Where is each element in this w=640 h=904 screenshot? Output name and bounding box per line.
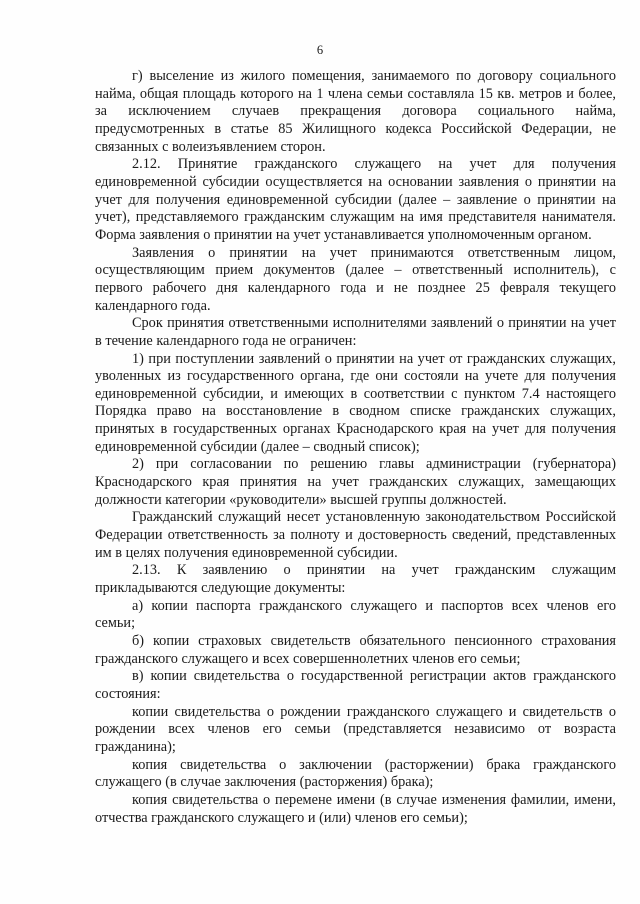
paragraph-marriage-certificate: копия свидетельства о заключении (расторжении) брака гражданского служащего (в случае заключения (расторжения) брака);: [95, 756, 616, 791]
paragraph-case-2: 2) при согласовании по решению главы администрации (губернатора) Краснодарского края принятия на учет гражданских служащих, замещающих должности категории «руководители» высшей группы должностей.: [95, 456, 616, 508]
paragraph-name-change-certificate: копия свидетельства о перемене имени (в случае изменения фамилии, имени, отчества гражданского служащего и (или) членов его семьи);: [95, 791, 616, 826]
paragraph-application-acceptance: Заявления о принятии на учет принимаются ответственным лицом, осуществляющим прием документов (далее – ответственный исполнитель), с первого рабочего дня календарного года и не позднее 25 февраля текущего календарного года.: [95, 244, 616, 314]
paragraph-acceptance-term: Срок принятия ответственными исполнителями заявлений о принятии на учет в течение календарного года не ограничен:: [95, 315, 616, 349]
paragraph-birth-certificates: копии свидетельства о рождении гражданского служащего и свидетельств о рождении всех членов его семьи (представляется независимо от возраста гражданина);: [95, 703, 616, 755]
paragraph-case-1: 1) при поступлении заявлений о принятии на учет от гражданских служащих, уволенных из государственного органа, где они состояли на учете для получения единовременной субсидии, и имеющих в соответствии с пунктом 7.4 настоящего Порядка право на восстановление в сводном списке гражданских служащих, принятых в государственных органах Краснодарского края на учет для получения единовременной субсидии (далее – сводный список);: [95, 350, 616, 455]
paragraph-item-b: б) копии страховых свидетельств обязательного пенсионного страхования гражданского служащего и всех совершеннолетних членов его семьи;: [95, 633, 616, 667]
paragraph-item-a: а) копии паспорта гражданского служащего и паспортов всех членов его семьи;: [95, 597, 616, 632]
paragraph-item-v: в) копии свидетельства о государственной регистрации актов гражданского состояния:: [95, 668, 616, 702]
paragraph-responsibility: Гражданский служащий несет установленную законодательством Российской Федерации ответственность за полноту и достоверность сведений, представленных им в целях получения единовременной субсидии.: [95, 509, 616, 561]
document-body: [95, 68, 616, 827]
paragraph-2-12: 2.12. Принятие гражданского служащего на учет для получения единовременной субсидии осуществляется на основании заявления о принятии на учет для получения единовременной субсидии (далее – заявление о принятии на учет), представляемого гражданским служащим на имя представителя нанимателя. Форма заявления о принятии на учет устанавливается уполномоченным органом.: [95, 156, 616, 243]
page-number: 6: [316, 43, 324, 57]
paragraph-2-13: 2.13. К заявлению о принятии на учет гражданским служащим прикладываются следующие документы:: [95, 562, 616, 597]
paragraph-housing-eviction: г) выселение из жилого помещения, занимаемого по договору социального найма, общая площадь которого на 1 члена семьи составляла 15 кв. метров и более, за исключением случаев прекращения договора социального найма, предусмотренных в статье 85 Жилищного кодекса Российской Федерации, не связанных с волеизъявлением сторон.: [95, 68, 616, 155]
